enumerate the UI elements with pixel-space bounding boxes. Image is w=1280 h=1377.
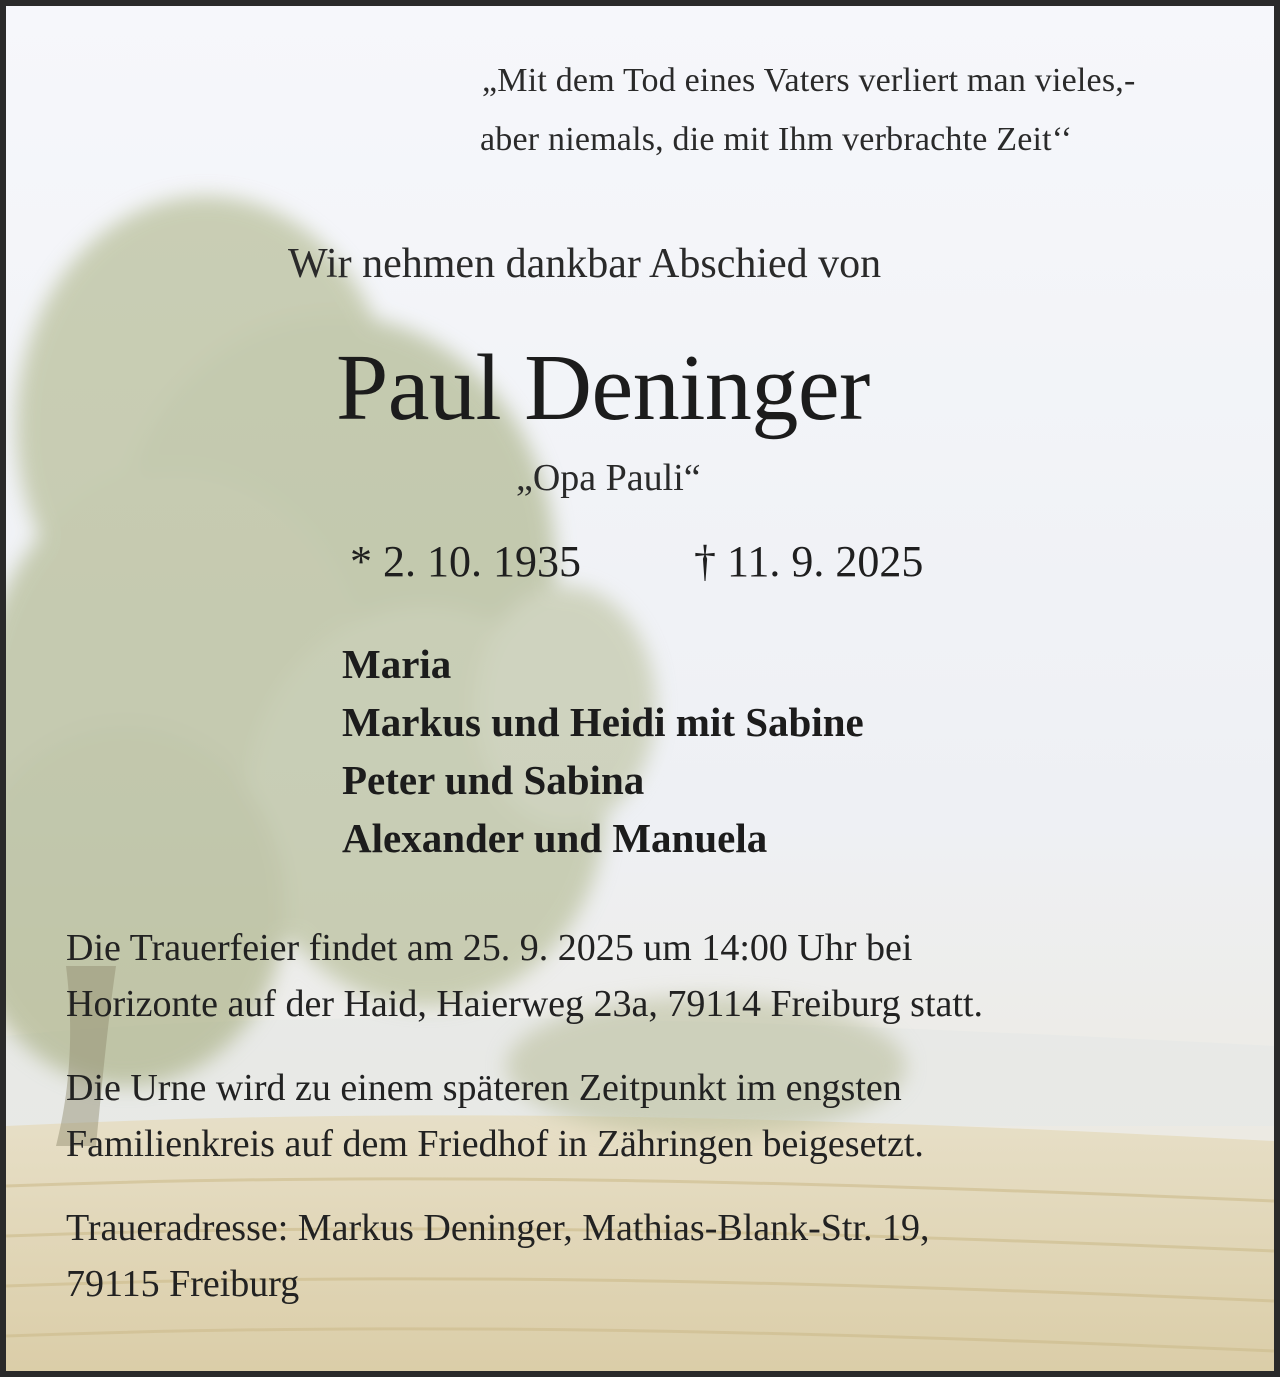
quote-line-2: aber niemals, die mit Ihm verbrachte Zeit‘‘ [480,121,1073,158]
burial-line-2: Familienkreis auf dem Friedhof in Zähringen beigesetzt. [66,1123,924,1165]
deceased-name: Paul Deninger [336,336,870,440]
burial-line-1: Die Urne wird zu einem späteren Zeitpunkt im engsten [66,1067,902,1109]
quote-line-1: „Mit dem Tod eines Vaters verliert man vieles,- [482,62,1136,99]
service-line-2: Horizonte auf der Haid, Haierweg 23a, 79114 Freiburg statt. [66,983,984,1025]
burial-info [66,1060,924,1172]
service-line-1: Die Trauerfeier findet am 25. 9. 2025 um 14:00 Uhr bei [66,927,913,969]
mourner-4: Alexander und Manuela [342,815,768,861]
address-line-2: 79115 Freiburg [66,1263,300,1305]
mourning-address [66,1200,930,1312]
mourner-3: Peter und Sabina [342,757,645,803]
deceased-nickname: „Opa Pauli“ [516,457,701,499]
intro-text: Wir nehmen dankbar Abschied von [288,241,882,287]
birth-date: * 2. 10. 1935 [350,537,581,586]
service-info [66,920,983,1032]
death-date: † 11. 9. 2025 [694,537,924,586]
address-line-1: Traueradresse: Markus Deninger, Mathias-Blank-Str. 19, [66,1207,930,1249]
mourner-1: Maria [342,641,452,687]
mourner-2: Markus und Heidi mit Sabine [342,699,864,745]
